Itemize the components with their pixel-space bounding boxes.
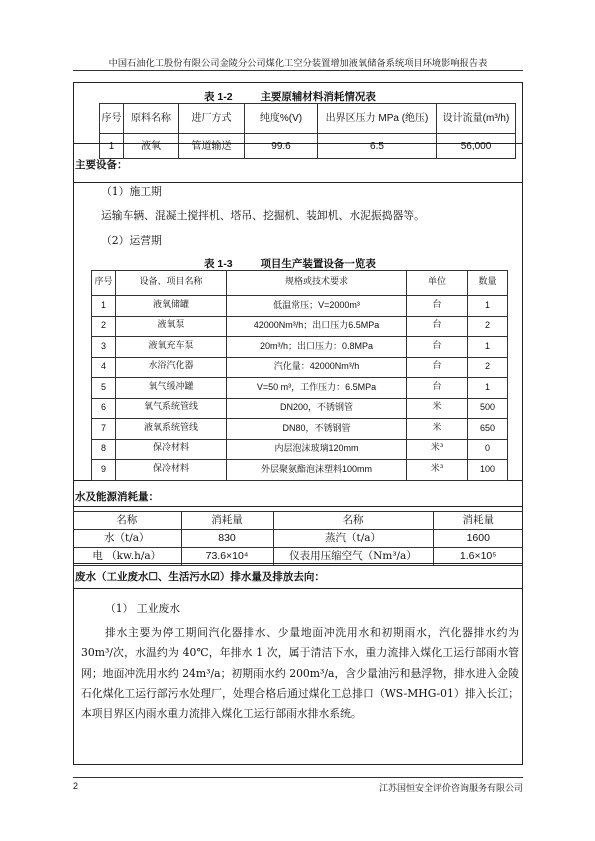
table-cell: 20m³/h；出口压力：0.8MPa	[227, 337, 407, 358]
water-energy-table	[73, 511, 523, 566]
table-cell: 100	[468, 460, 508, 481]
water-energy-heading: 水及能源消耗量：	[75, 491, 159, 503]
table-1-2-title: 主要原辅材料消耗情况表	[260, 91, 376, 103]
table-cell: 8	[92, 439, 116, 460]
table-cell: 水（t/a）	[73, 530, 181, 548]
header-cell: 设计流量(m³/h)	[437, 104, 516, 134]
table-cell: 米	[407, 419, 468, 440]
header-cell: 数量	[468, 271, 508, 296]
header-cell: 原料名称	[124, 104, 179, 134]
header-cell: 纯度%(V)	[245, 104, 318, 134]
table-header-row	[100, 104, 516, 134]
table-cell: 1600	[433, 530, 523, 548]
operation-period-label: （2）运营期	[101, 234, 162, 247]
table-cell: 1	[468, 337, 508, 358]
table-cell: 6.5	[318, 134, 437, 159]
table-row	[73, 548, 523, 566]
table-row	[92, 460, 508, 481]
table-row	[92, 398, 508, 419]
table-cell: 氧气系统管线	[116, 398, 227, 419]
table-cell: 氧气缓冲罐	[116, 378, 227, 399]
table-cell: 台	[407, 337, 468, 358]
table-cell: 1.6×10⁵	[433, 548, 523, 566]
table-row	[92, 296, 508, 317]
equipment-table	[91, 270, 508, 481]
industrial-wastewater-label: （1） 工业废水	[105, 602, 181, 615]
table-cell: 保冷材料	[116, 460, 227, 481]
header-cell: 名称	[273, 512, 433, 530]
footer-company: 江苏国恒安全评价咨询服务有限公司	[378, 784, 523, 794]
table-cell: 汽化量：42000Nm³/h	[227, 357, 407, 378]
equipment-heading: 主要设备：	[75, 159, 128, 171]
table-cell: 液氧泵	[116, 316, 227, 337]
table-cell: 650	[468, 419, 508, 440]
table-cell: 7	[92, 419, 116, 440]
table-cell: DN200，不锈钢管	[227, 398, 407, 419]
table-cell: 台	[407, 296, 468, 317]
page-number: 2	[73, 781, 79, 791]
table-row	[92, 337, 508, 358]
table-cell: 米³	[407, 460, 468, 481]
table-cell: 2	[468, 357, 508, 378]
header-cell: 设备、项目名称	[116, 271, 227, 296]
table-row	[92, 316, 508, 337]
table-cell: 内层泡沫玻璃120mm	[227, 439, 407, 460]
table-cell: 管道输送	[179, 134, 245, 159]
header-cell: 进厂方式	[179, 104, 245, 134]
table-cell: 液氧	[124, 134, 179, 159]
header-cell: 单位	[407, 271, 468, 296]
header-cell: 序号	[100, 104, 124, 134]
table-cell: 1	[468, 296, 508, 317]
table-cell: 2	[468, 316, 508, 337]
table-cell: 仪表用压缩空气（Nm³/a）	[273, 548, 433, 566]
table-cell: 5	[92, 378, 116, 399]
table-cell: 米³	[407, 439, 468, 460]
table-row	[100, 134, 516, 159]
table-cell: 4	[92, 357, 116, 378]
header-cell: 消耗量	[433, 512, 523, 530]
table-cell: 1	[92, 296, 116, 317]
header-divider	[73, 70, 523, 71]
table-cell: 2	[92, 316, 116, 337]
table-1-3-number: 表 1-3	[204, 258, 233, 270]
table-cell: 9	[92, 460, 116, 481]
header-cell: 消耗量	[181, 512, 273, 530]
frame-divider	[74, 182, 522, 183]
frame-divider	[74, 506, 522, 507]
table-header-row	[73, 512, 523, 530]
table-cell: 蒸汽（t/a）	[273, 530, 433, 548]
header-cell: 规格或技术要求	[227, 271, 407, 296]
header-cell: 序号	[92, 271, 116, 296]
table-cell: 台	[407, 357, 468, 378]
table-cell: 42000Nm³/h；出口压力6.5MPa	[227, 316, 407, 337]
report-header: 中国石油化工股份有限公司金陵分公司煤化工空分装置增加液氧储备系统项目环境影响报告表	[108, 58, 488, 69]
table-cell: 电 （kw.h/a）	[73, 548, 181, 566]
wastewater-heading: 废水（工业废水☐、生活污水☑）排水量及排放去向：	[75, 571, 325, 583]
table-1-2-caption	[204, 89, 376, 104]
wastewater-paragraph: 排水主要为停工期间汽化器排水、少量地面冲洗用水和初期雨水，汽化器排水约为 30m³/次，水温约为 40℃，年排水 1 次，属于清洁下水，重力流排入煤化工运行部雨水管网；地面冲洗用水约 24m³/a；初期雨水约 200m³/a，含少量油污和悬浮物，排水进入金陵石化煤化工运行部污水处理厂，处理合格后通过煤化工总排口（WS-MHG-01）排入长江；本项目界区内雨水重力流排入煤化工运行部雨水排水系统。	[81, 626, 519, 721]
table-cell: 外层聚氨酯泡沫塑料100mm	[227, 460, 407, 481]
table-cell: 99.6	[245, 134, 318, 159]
table-row	[73, 530, 523, 548]
construction-equipment-text: 运输车辆、混凝土搅拌机、塔吊、挖掘机、装卸机、水泥振捣器等。	[101, 209, 425, 222]
table-cell: 低温常压；V=2000m³	[227, 296, 407, 317]
table-row	[92, 439, 508, 460]
table-cell: 水浴汽化器	[116, 357, 227, 378]
table-cell: 台	[407, 316, 468, 337]
table-cell: 500	[468, 398, 508, 419]
table-cell: 830	[181, 530, 273, 548]
table-cell: 6	[92, 398, 116, 419]
table-1-2-number: 表 1-2	[204, 91, 233, 103]
header-cell: 出界区压力 MPa (绝压)	[318, 104, 437, 134]
table-cell: 保冷材料	[116, 439, 227, 460]
table-row	[92, 419, 508, 440]
raw-material-table	[99, 103, 516, 159]
frame-divider	[74, 588, 522, 589]
table-cell: 73.6×10⁴	[181, 548, 273, 566]
table-cell: 56,000	[437, 134, 516, 159]
table-row	[92, 378, 508, 399]
footer-divider	[73, 777, 523, 778]
table-cell: 液氧储罐	[116, 296, 227, 317]
table-row	[92, 357, 508, 378]
table-cell: 液氧充车泵	[116, 337, 227, 358]
table-cell: V=50 m³，工作压力：6.5MPa	[227, 378, 407, 399]
table-1-3-caption	[204, 256, 376, 271]
table-cell: 液氧系统管线	[116, 419, 227, 440]
table-cell: 3	[92, 337, 116, 358]
table-cell: DN80，不锈钢管	[227, 419, 407, 440]
table-cell: 1	[100, 134, 124, 159]
table-cell: 0	[468, 439, 508, 460]
construction-period-label: （1）施工期	[101, 185, 162, 198]
table-cell: 1	[468, 378, 508, 399]
table-1-3-title: 项目生产装置设备一览表	[260, 258, 376, 270]
table-cell: 台	[407, 378, 468, 399]
table-cell: 米	[407, 398, 468, 419]
header-cell: 名称	[73, 512, 181, 530]
table-header-row	[92, 271, 508, 296]
